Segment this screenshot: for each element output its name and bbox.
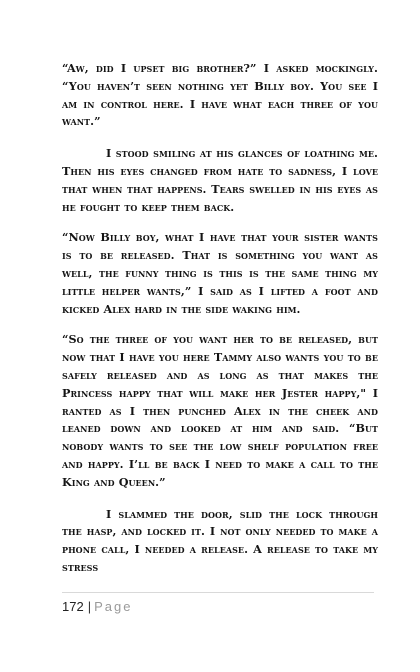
page-body (62, 60, 378, 590)
paragraph-3: “Now Billy boy, what I have that your sister wants is to be released. That is something you want as well, the funny thing is this is the same thing my little helper wants,” I said as I lifted a foot and kicked Alex hard in the side waking him. (62, 230, 378, 316)
page-number: 172 (62, 599, 84, 614)
page-label: Page (94, 599, 133, 614)
paragraph-1: “Aw, did I upset big brother?” I asked mockingly. “You haven’t seen nothing yet Billy boy. You see I am in control here. I have what each three of you want.” (62, 61, 378, 129)
paragraph-2: I stood smiling at his glances of loathing me. Then his eyes changed from hate to sadness, I love that when that happens. Tears swelled in his eyes as he fought to keep them back. (62, 146, 378, 214)
page-footer (62, 592, 374, 614)
footer-separator: | (87, 599, 92, 614)
paragraph-4: “So the three of you want her to be released, but now that I have you here Tammy also wants you to be safely released and as long as that makes the Princess happy that will make her Jester happy," I ranted as I then punched Alex in the cheek and leaned down and looked at him and said. “But nobody wants to see the low shelf population free and happy. I’ll be back I need to make a call to the King and Queen.” (62, 332, 378, 489)
paragraph-5: I slammed the door, slid the lock through the hasp, and locked it. I not only needed to make a phone call, I needed a release. A release to take my stress (62, 506, 378, 574)
